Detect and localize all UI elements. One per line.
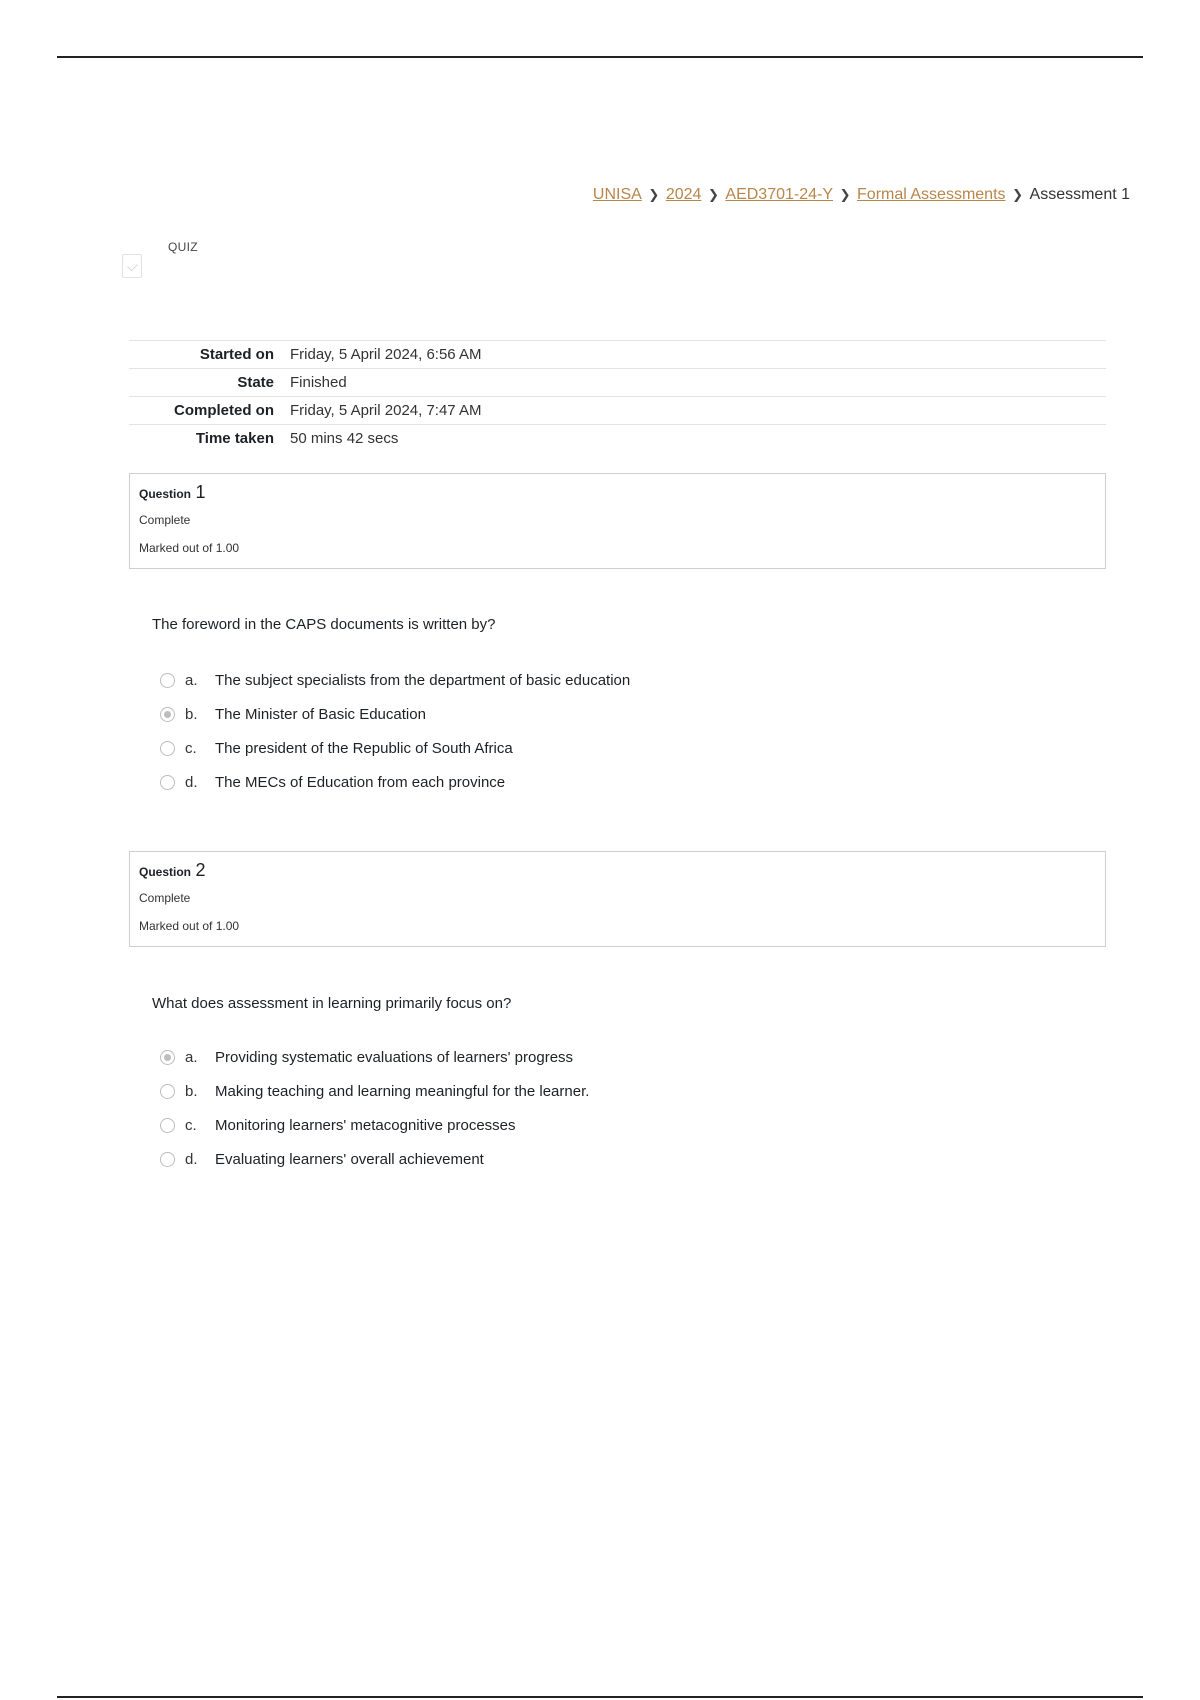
summary-row [129, 397, 1106, 425]
answer-letter: a. [185, 1048, 198, 1066]
question-1-text: The foreword in the CAPS documents is written by? [152, 616, 496, 633]
answer-letter: d. [185, 773, 198, 791]
radio-button-selected[interactable] [160, 707, 175, 722]
chevron-right-icon: ❯ [1012, 187, 1023, 202]
summary-row [129, 425, 1106, 453]
question-state: Complete [139, 513, 191, 527]
answer-option-c[interactable] [160, 731, 630, 765]
top-rule [57, 56, 1143, 58]
summary-label: Started on [199, 346, 274, 363]
chevron-right-icon: ❯ [648, 187, 660, 202]
summary-label: Time taken [195, 430, 274, 447]
question-2-answers [160, 1040, 589, 1176]
radio-button[interactable] [160, 1084, 175, 1099]
summary-row [129, 341, 1106, 369]
answer-option-b[interactable] [160, 697, 630, 731]
answer-text: The president of the Republic of South Africa [215, 739, 513, 757]
answer-letter: b. [185, 705, 198, 723]
answer-option-b[interactable] [160, 1074, 589, 1108]
activity-type-label: QUIZ [168, 240, 198, 254]
radio-button[interactable] [160, 673, 175, 688]
summary-value: Finished [290, 374, 347, 391]
answer-option-d[interactable] [160, 765, 630, 799]
summary-label: State [237, 374, 274, 391]
question-1-answers [160, 663, 630, 799]
answer-letter: a. [185, 671, 198, 689]
answer-option-d[interactable] [160, 1142, 589, 1176]
radio-button[interactable] [160, 1152, 175, 1167]
summary-value: 50 mins 42 secs [290, 430, 399, 447]
question-1-info [129, 473, 1106, 569]
question-label: Question [139, 865, 192, 879]
summary-row [129, 369, 1106, 397]
answer-text: Making teaching and learning meaningful for the learner. [215, 1082, 590, 1100]
radio-button[interactable] [160, 1118, 175, 1133]
breadcrumb-link-year[interactable]: 2024 [665, 186, 702, 203]
summary-value: Friday, 5 April 2024, 6:56 AM [290, 346, 482, 363]
answer-text: Evaluating learners' overall achievement [215, 1150, 484, 1168]
answer-text: The MECs of Education from each province [215, 773, 506, 791]
breadcrumb-link-formal-assessments[interactable]: Formal Assessments [857, 186, 1006, 203]
summary-label: Completed on [174, 402, 274, 419]
answer-letter: c. [185, 739, 197, 757]
question-grade: Marked out of 1.00 [139, 541, 240, 555]
attempt-summary-table [129, 340, 1106, 453]
answer-option-a[interactable] [160, 1040, 589, 1074]
breadcrumb-current: Assessment 1 [1029, 186, 1130, 203]
question-label: Question [139, 487, 192, 501]
answer-text: Providing systematic evaluations of learners' progress [215, 1048, 574, 1066]
chevron-right-icon: ❯ [707, 187, 719, 202]
quiz-icon [122, 254, 142, 278]
breadcrumb [593, 186, 1130, 204]
answer-text: The subject specialists from the department of basic education [215, 671, 631, 689]
answer-text: The Minister of Basic Education [215, 705, 426, 723]
question-2-info [129, 851, 1106, 947]
chevron-right-icon: ❯ [839, 187, 851, 202]
answer-letter: c. [185, 1116, 197, 1134]
answer-text: Monitoring learners' metacognitive processes [215, 1116, 516, 1134]
breadcrumb-link-unisa[interactable]: UNISA [592, 186, 642, 203]
breadcrumb-link-course[interactable]: AED3701-24-Y [725, 186, 834, 203]
radio-button[interactable] [160, 741, 175, 756]
answer-letter: b. [185, 1082, 198, 1100]
question-state: Complete [139, 891, 191, 905]
summary-value: Friday, 5 April 2024, 7:47 AM [290, 402, 482, 419]
question-number: 2 [195, 860, 206, 880]
answer-option-c[interactable] [160, 1108, 589, 1142]
question-grade: Marked out of 1.00 [139, 919, 240, 933]
answer-letter: d. [185, 1150, 198, 1168]
question-2-text: What does assessment in learning primarily focus on? [152, 995, 512, 1012]
radio-button-selected[interactable] [160, 1050, 175, 1065]
bottom-rule [57, 1696, 1143, 1698]
radio-button[interactable] [160, 775, 175, 790]
answer-option-a[interactable] [160, 663, 630, 697]
question-number: 1 [195, 482, 206, 502]
